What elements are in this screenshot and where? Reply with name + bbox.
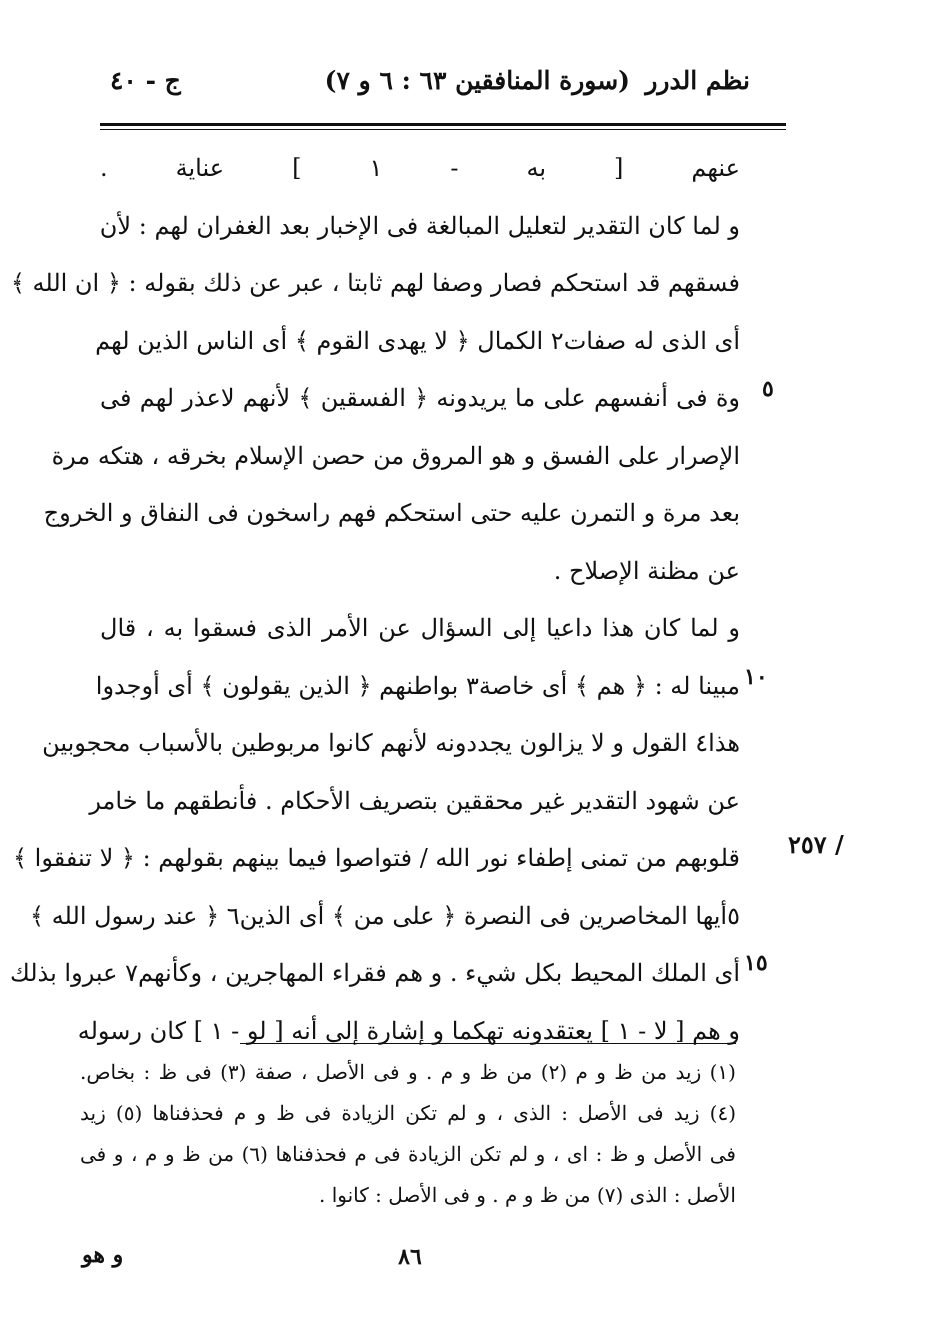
footnote-line: (١) زيد من ظ و م (٢) من ظ و م . و فى الأصل ، صفة (٣) فى ظ : بخاص. (80, 1060, 736, 1084)
line-number: ١٠ (744, 664, 768, 690)
footnote-rule (240, 1043, 736, 1044)
text-line: ٥أيها المخاصرين فى النصرة ﴿ على من ﴾ أى الذين٦ ﴿ عند رسول الله ﴾ (30, 901, 740, 930)
text-line: أى الملك المحيط بكل شيء . و هم فقراء المهاجرين ، وكأنهم٧ عبروا بذلك (9, 959, 740, 987)
text-line: الإصرار على الفسق و هو المروق من حصن الإسلام بخرقه ، هتكه مرة (51, 441, 740, 470)
text-line: و لما كان هذا داعيا إلى السؤال عن الأمر الذى فسقوا به ، قال (100, 614, 740, 642)
text-line: فسقهم قد استحكم فصار وصفا لهم ثابتا ، عبر عن ذلك بقوله : ﴿ ان الله ﴾ (10, 269, 740, 297)
text-line: بعد مرة و التمرن عليه حتى استحكم فهم راسخون فى النفاق و الخروج (43, 499, 740, 527)
surah-heading: (سورة المنافقين ٦٣ : ٦ و ٧) (324, 66, 630, 95)
text-line: أى الذى له صفات٢ الكمال ﴿ لا يهدى القوم ﴾ أى الناس الذين لهم (95, 326, 740, 355)
part-number: ج - ٤٠ (110, 66, 181, 95)
footnote-line: (٤) زيد فى الأصل : الذى ، و لم تكن الزيادة فى ظ و م فحذفناها (٥) زيد (80, 1101, 737, 1125)
header-rule-thin (100, 129, 786, 130)
page-number: ٨٦ (398, 1244, 422, 1270)
text-line: قلوبهم من تمنى إطفاء نور الله / فتواصوا فيما بينهم بقولهم : ﴿ لا تنفقوا ﴾ (12, 844, 740, 872)
line-number: ٥ (762, 376, 774, 402)
text-line: وة فى أنفسهم على ما يريدونه ﴿ الفسقين ﴾ لأنهم لاعذر لهم فى (100, 384, 740, 412)
text-line: عن مظنة الإصلاح . (553, 556, 740, 585)
footnote-line: الأصل : الذى (٧) من ظ و م . و فى الأصل : كانوا . (319, 1183, 736, 1207)
text-line: و هم [ لا - ١ ] يعتقدونه تهكما و إشارة إلى أنه [ لو - ١ ] كان رسوله (77, 1016, 740, 1045)
line-number: ١٥ (744, 950, 768, 976)
margin-folio-note: / ٢٥٧ (788, 830, 844, 859)
text-line: مبينا له : ﴿ هم ﴾ أى خاصة٣ بواطنهم ﴿ الذين يقولون ﴾ أى أوجدوا (95, 671, 740, 700)
footnotes (80, 1052, 736, 1216)
text-line: عن شهود التقدير غير محققين بتصريف الأحكام . فأنطقهم ما خامر (89, 786, 740, 815)
footnote-line: فى الأصل و ظ : اى ، و لم تكن الزيادة فى م فحذفناها (٦) من ظ و م ، و فى (80, 1142, 736, 1166)
book-title: نظم الدرر (645, 66, 750, 95)
main-text (9, 140, 740, 1060)
text-line: و لما كان التقدير لتعليل المبالغة فى الإخبار بعد الغفران لهم : لأن (99, 211, 740, 240)
header-rule (100, 123, 786, 126)
text-line: هذا٤ القول و لا يزالون يجددونه لأنهم كانوا مربوطين بالأسباب محجوبين (42, 729, 740, 757)
text-line: عنهم [ به - ١ ] عناية . (100, 154, 740, 182)
catchword: و هو (82, 1242, 124, 1268)
